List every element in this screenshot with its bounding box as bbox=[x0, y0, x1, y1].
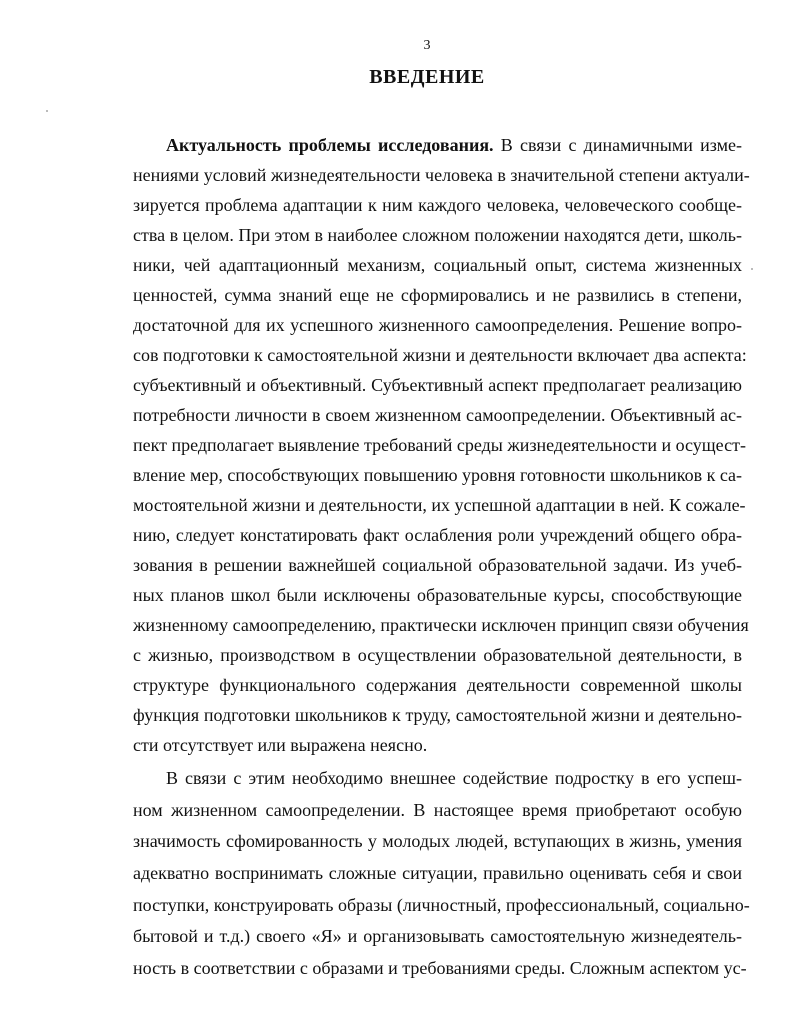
paragraph-line: функция подготовки школьников к труду, самостоятельной жизни и деятельно- bbox=[133, 705, 742, 725]
paragraph-line: адекватно воспринимать сложные ситуации, правильно оценивать себя и свои bbox=[133, 863, 742, 884]
bold-lead: Актуальность проблемы исследования. bbox=[166, 135, 494, 155]
paragraph-line: зования в решении важнейшей социальной образовательной задачи. Из учеб- bbox=[133, 555, 742, 575]
paragraph-line: ном жизненном самоопределении. В настоящее время приобретают особую bbox=[133, 799, 742, 820]
scan-speck bbox=[751, 268, 753, 270]
paragraph-line: нениями условий жизнедеятельности человека в значительной степени актуали- bbox=[133, 165, 750, 185]
section-title: ВВЕДЕНИЕ bbox=[369, 66, 485, 88]
paragraph-line: ники, чей адаптационный механизм, социальный опыт, система жизненных bbox=[133, 255, 742, 275]
paragraph-line: субъективный и объективный. Субъективный аспект предполагает реализацию bbox=[133, 375, 742, 395]
paragraph-line: бытовой и т.д.) своего «Я» и организовывать самостоятельную жизнедеятель- bbox=[133, 926, 742, 947]
paragraph-line: ценностей, сумма знаний еще не сформировались и не развились в степени, bbox=[133, 285, 742, 305]
paragraph-line bbox=[133, 130, 742, 160]
paragraph-line: потребности личности в своем жизненном самоопределении. Объективный ас- bbox=[133, 405, 742, 425]
paragraph-line: В связи с этим необходимо внешнее содействие подростку в его успеш- bbox=[166, 768, 742, 788]
scan-speck bbox=[46, 110, 48, 112]
paragraph-line: жизненному самоопределению, практически исключен принцип связи обучения bbox=[133, 615, 749, 635]
paragraph-line: зируется проблема адаптации к ним каждого человека, человеческого сообще- bbox=[133, 195, 742, 215]
paragraph-line: мостоятельной жизни и деятельности, их успешной адаптации в ней. К сожале- bbox=[133, 495, 746, 515]
paragraph-line: ных планов школ были исключены образовательные курсы, способствующие bbox=[133, 585, 742, 605]
paragraph-line: сов подготовки к самостоятельной жизни и деятельности включает два аспекта: bbox=[133, 345, 747, 365]
paragraph-line: ность в соответствии с образами и требованиями среды. Сложным аспектом ус- bbox=[133, 958, 747, 979]
page-number: 3 bbox=[423, 38, 431, 53]
paragraph-1 bbox=[133, 130, 750, 760]
paragraph-2 bbox=[133, 763, 750, 985]
paragraph-line: значимость сфомированность у молодых людей, вступающих в жизнь, умения bbox=[133, 831, 742, 852]
paragraph-line: с жизнью, производством в осуществлении образовательной деятельности, в bbox=[133, 645, 742, 665]
paragraph-line: нию, следует констатировать факт ослабления роли учреждений общего обра- bbox=[133, 525, 742, 545]
paragraph-line: сти отсутствует или выражена неясно. bbox=[133, 735, 428, 755]
paragraph-line: вление мер, способствующих повышению уровня готовности школьников к са- bbox=[133, 465, 743, 485]
line-text: В связи с динамичными изме- bbox=[493, 135, 742, 155]
paragraph-line: поступки, конструировать образы (личностный, профессиональный, социально- bbox=[133, 894, 750, 915]
paragraph-line: пект предполагает выявление требований среды жизнедеятельности и осущест- bbox=[133, 435, 746, 455]
paragraph-line: структуре функционального содержания деятельности современной школы bbox=[133, 675, 742, 695]
paragraph-line: достаточной для их успешного жизненного самоопределения. Решение вопро- bbox=[133, 315, 742, 335]
paragraph-line: ства в целом. При этом в наиболее сложном положении находятся дети, школь- bbox=[133, 225, 742, 245]
